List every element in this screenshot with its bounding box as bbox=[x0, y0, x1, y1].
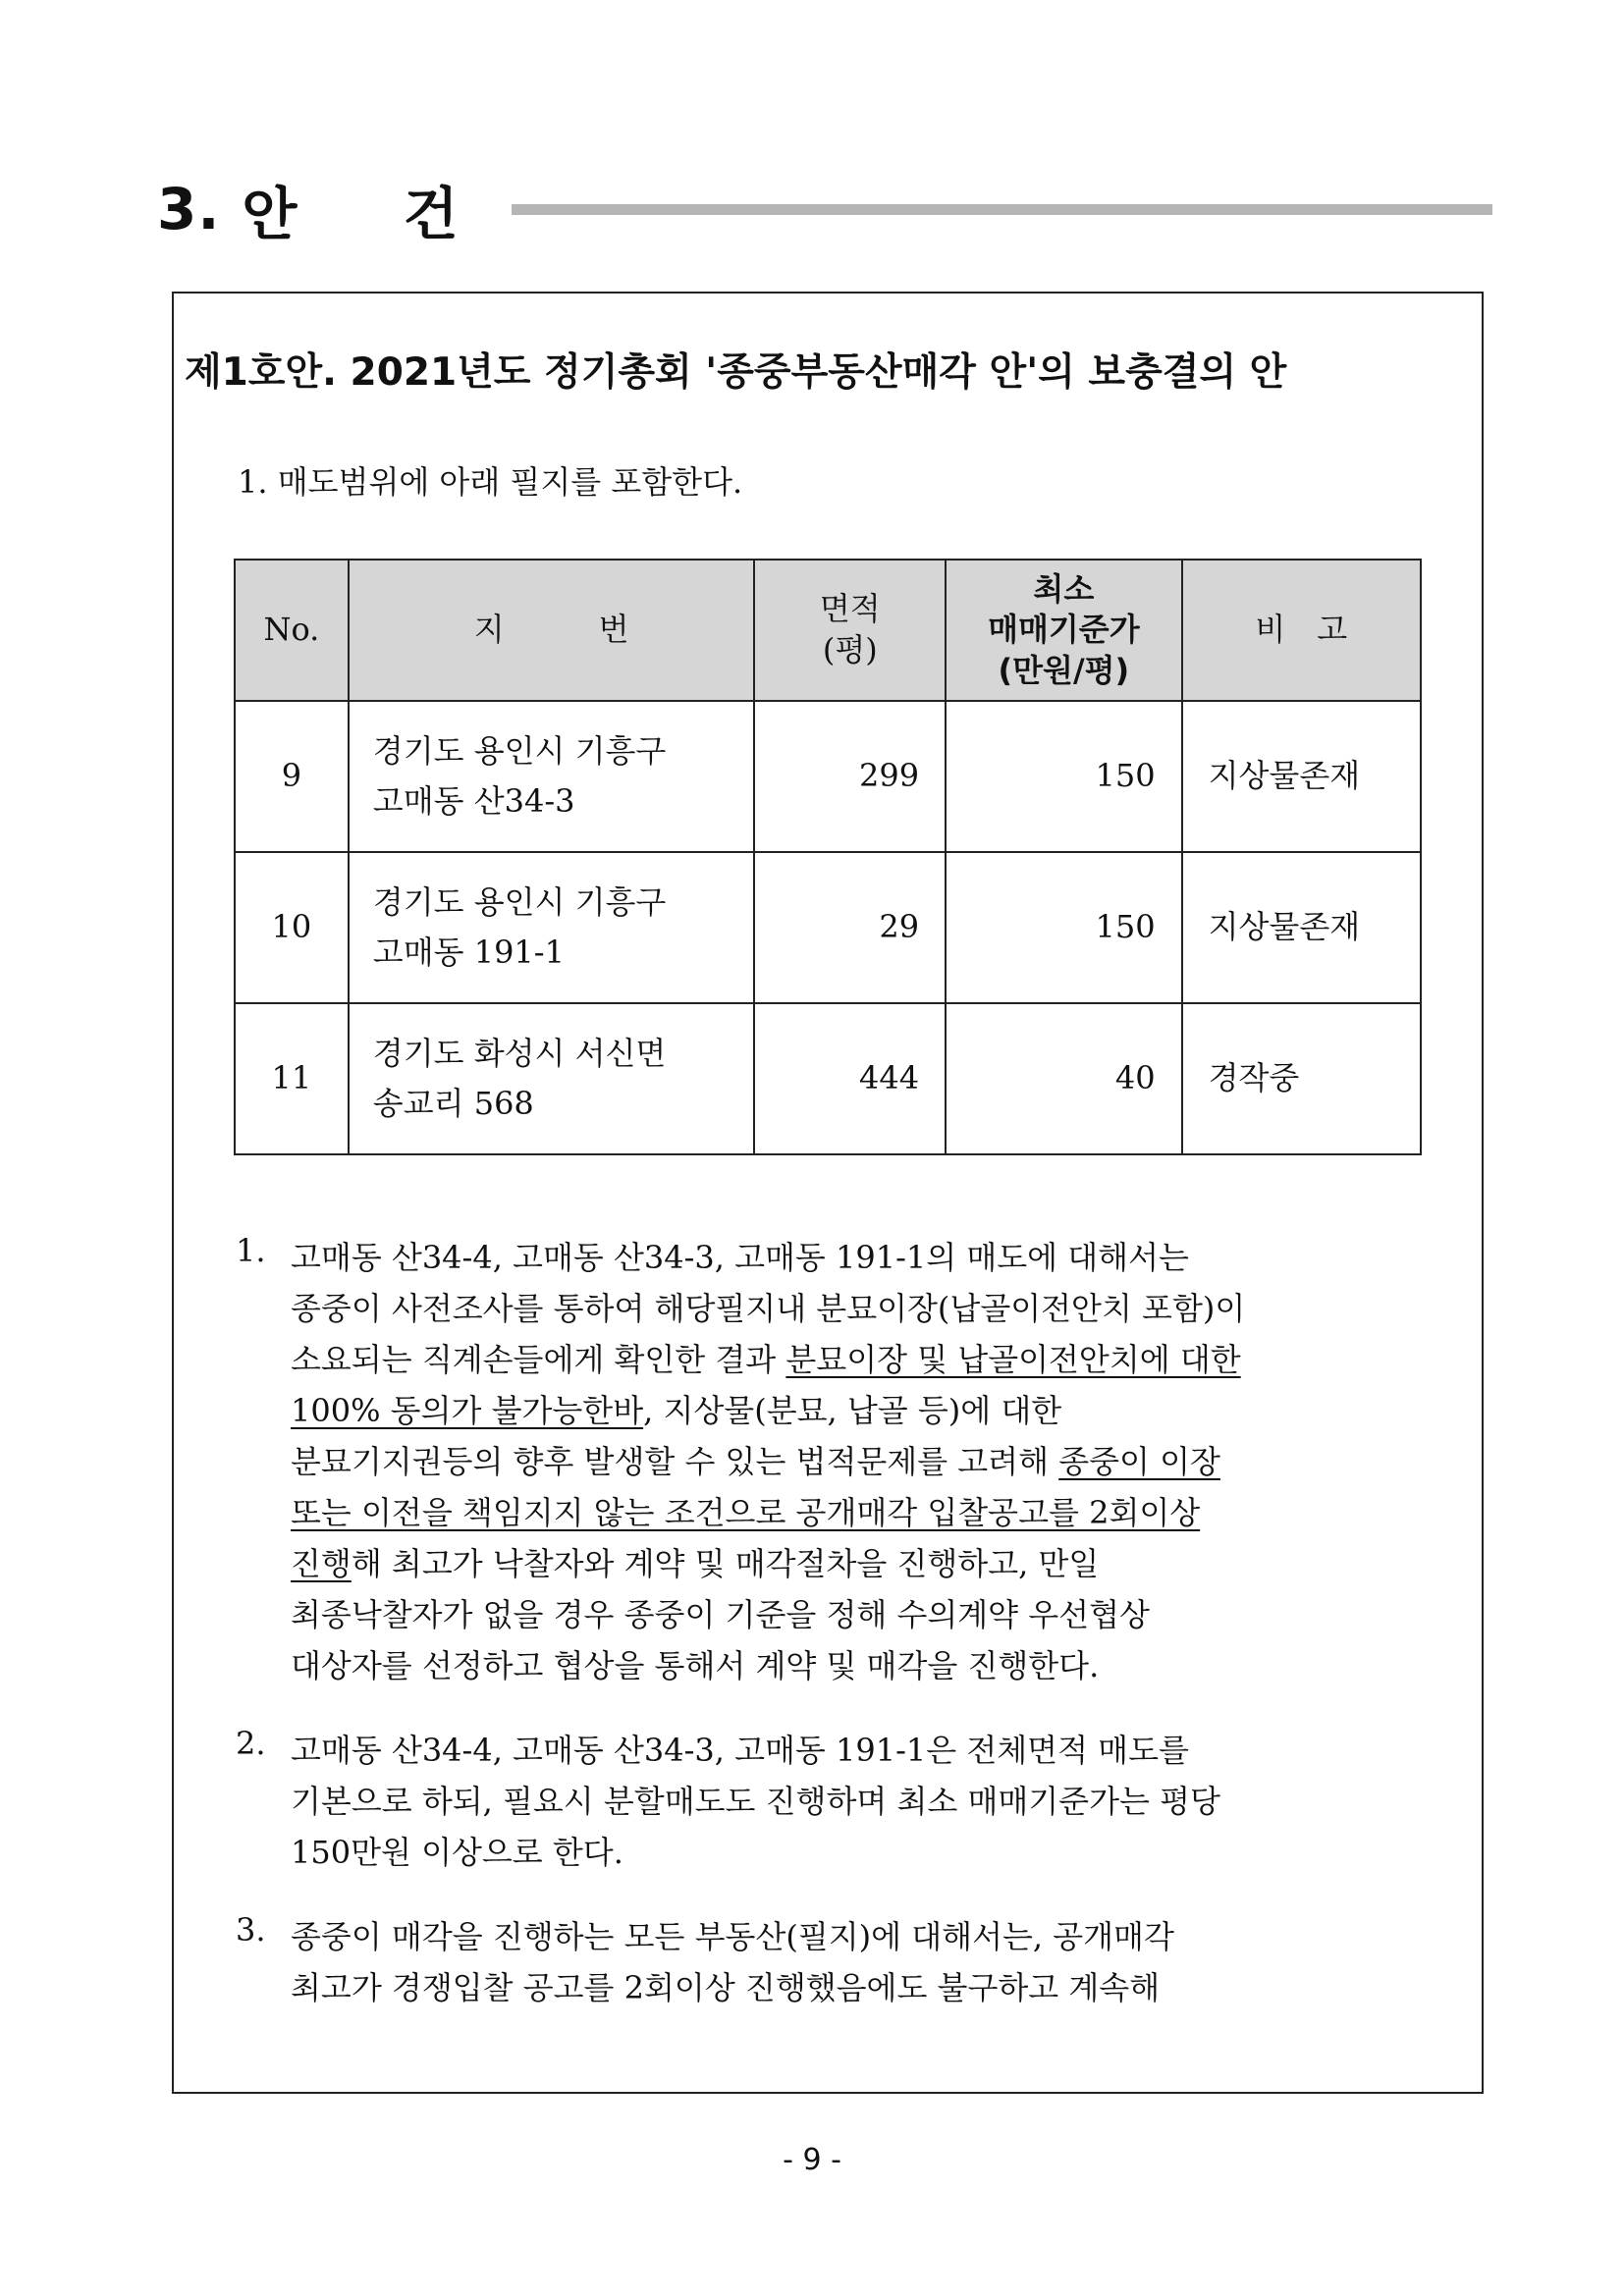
item-line bbox=[291, 1436, 1245, 1487]
cell-no: 9 bbox=[235, 701, 349, 852]
cell-price: 150 bbox=[946, 852, 1181, 1003]
item-line: 기본으로 하되, 필요시 분할매도도 진행하며 최소 매매기준가는 평당 bbox=[291, 1783, 1220, 1820]
col-header-price bbox=[946, 560, 1181, 701]
item-line: 대상자를 선정하고 협상을 통해서 계약 및 매각을 진행한다. bbox=[291, 1647, 1100, 1684]
list-item bbox=[236, 1232, 1473, 1691]
area-header-line1: 면적 bbox=[819, 590, 881, 628]
address-line2: 송교리 568 bbox=[372, 1085, 534, 1122]
cell-area: 299 bbox=[754, 701, 946, 852]
item-line: 종중이 매각을 진행하는 모든 부동산(필지)에 대해서는, 공개매각 bbox=[291, 1918, 1174, 1955]
table-row bbox=[235, 701, 1421, 852]
underlined-text: 분묘이장 및 납골이전안치에 대한 bbox=[785, 1341, 1241, 1378]
section-number: 3. bbox=[157, 176, 221, 242]
cell-note: 지상물존재 bbox=[1182, 852, 1421, 1003]
item-number: 1. bbox=[236, 1232, 266, 1269]
cell-note: 경작중 bbox=[1182, 1003, 1421, 1154]
intro-text: 1. 매도범위에 아래 필지를 포함한다. bbox=[238, 463, 743, 501]
address-line2: 고매동 산34-3 bbox=[372, 782, 575, 820]
cell-no: 10 bbox=[235, 852, 349, 1003]
text-run: , 지상물(분묘, 납골 등)에 대한 bbox=[643, 1392, 1062, 1429]
item-line: 고매동 산34-4, 고매동 산34-3, 고매동 191-1의 매도에 대해서는 bbox=[291, 1239, 1189, 1276]
section-title: 안 건 bbox=[242, 181, 502, 247]
text-run: 소요되는 직계손들에게 확인한 결과 bbox=[291, 1341, 786, 1378]
item-line: 최종낙찰자가 없을 경우 종중이 기준을 정해 수의계약 우선협상 bbox=[291, 1596, 1150, 1633]
col-header-jibun: 지 번 bbox=[349, 560, 755, 701]
cell-address bbox=[349, 852, 755, 1003]
page-number: - 9 - bbox=[783, 2143, 841, 2177]
item-number: 3. bbox=[236, 1911, 266, 1949]
item-line: 고매동 산34-4, 고매동 산34-3, 고매동 191-1은 전체면적 매도를 bbox=[291, 1732, 1189, 1769]
underlined-text: 진행 bbox=[291, 1545, 352, 1582]
underlined-text: 또는 이전을 책임지지 않는 조건으로 공개매각 입찰공고를 2회이상 bbox=[291, 1494, 1201, 1531]
underlined-text: 종중이 이장 bbox=[1058, 1443, 1220, 1480]
address-line2: 고매동 191-1 bbox=[372, 934, 565, 971]
list-item bbox=[236, 1911, 1473, 2013]
item-line: 종중이 사전조사를 통하여 해당필지내 분묘이장(납골이전안치 포함)이 bbox=[291, 1290, 1246, 1327]
agenda-title: 제1호안. 2021년도 정기총회 '종중부동산매각 안'의 보충결의 안 bbox=[185, 350, 1287, 395]
area-header-line2: (평) bbox=[822, 631, 878, 668]
item-line bbox=[291, 1538, 1245, 1589]
text-run: 분묘기지권등의 향후 발생할 수 있는 법적문제를 고려해 bbox=[291, 1443, 1059, 1480]
cell-area: 29 bbox=[754, 852, 946, 1003]
cell-price: 150 bbox=[946, 701, 1181, 852]
cell-address bbox=[349, 1003, 755, 1154]
list-item bbox=[236, 1725, 1473, 1878]
item-line bbox=[291, 1385, 1245, 1436]
item-number: 2. bbox=[236, 1725, 266, 1762]
price-header-line3: (만원/평) bbox=[998, 651, 1130, 689]
heading-rule bbox=[512, 204, 1492, 215]
table-header-row bbox=[235, 560, 1421, 701]
col-header-area bbox=[754, 560, 946, 701]
section-heading bbox=[157, 165, 1492, 253]
table-row bbox=[235, 852, 1421, 1003]
address-line1: 경기도 화성시 서신면 bbox=[372, 1034, 667, 1072]
item-line: 최고가 경쟁입찰 공고를 2회이상 진행했음에도 불구하고 계속해 bbox=[291, 1969, 1161, 2006]
item-text bbox=[291, 1232, 1245, 1691]
underlined-text: 100% 동의가 불가능한바 bbox=[291, 1392, 644, 1429]
col-header-note: 비 고 bbox=[1182, 560, 1421, 701]
cell-no: 11 bbox=[235, 1003, 349, 1154]
price-header-line1: 최소 bbox=[1033, 569, 1095, 608]
cell-note: 지상물존재 bbox=[1182, 701, 1421, 852]
price-header-line2: 매매기준가 bbox=[988, 611, 1140, 649]
address-line1: 경기도 용인시 기흥구 bbox=[372, 882, 667, 921]
item-line: 150만원 이상으로 한다. bbox=[291, 1834, 623, 1871]
item-text bbox=[291, 1725, 1220, 1878]
table-row bbox=[235, 1003, 1421, 1154]
item-line bbox=[291, 1487, 1245, 1538]
item-line bbox=[291, 1334, 1245, 1385]
cell-price: 40 bbox=[946, 1003, 1181, 1154]
parcel-table bbox=[234, 559, 1422, 1155]
item-text bbox=[291, 1911, 1174, 2013]
col-header-no: No. bbox=[235, 560, 349, 701]
text-run: 해 최고가 낙찰자와 계약 및 매각절차을 진행하고, 만일 bbox=[351, 1545, 1100, 1582]
resolution-items bbox=[236, 1232, 1473, 2047]
cell-area: 444 bbox=[754, 1003, 946, 1154]
cell-address bbox=[349, 701, 755, 852]
address-line1: 경기도 용인시 기흥구 bbox=[372, 731, 667, 770]
